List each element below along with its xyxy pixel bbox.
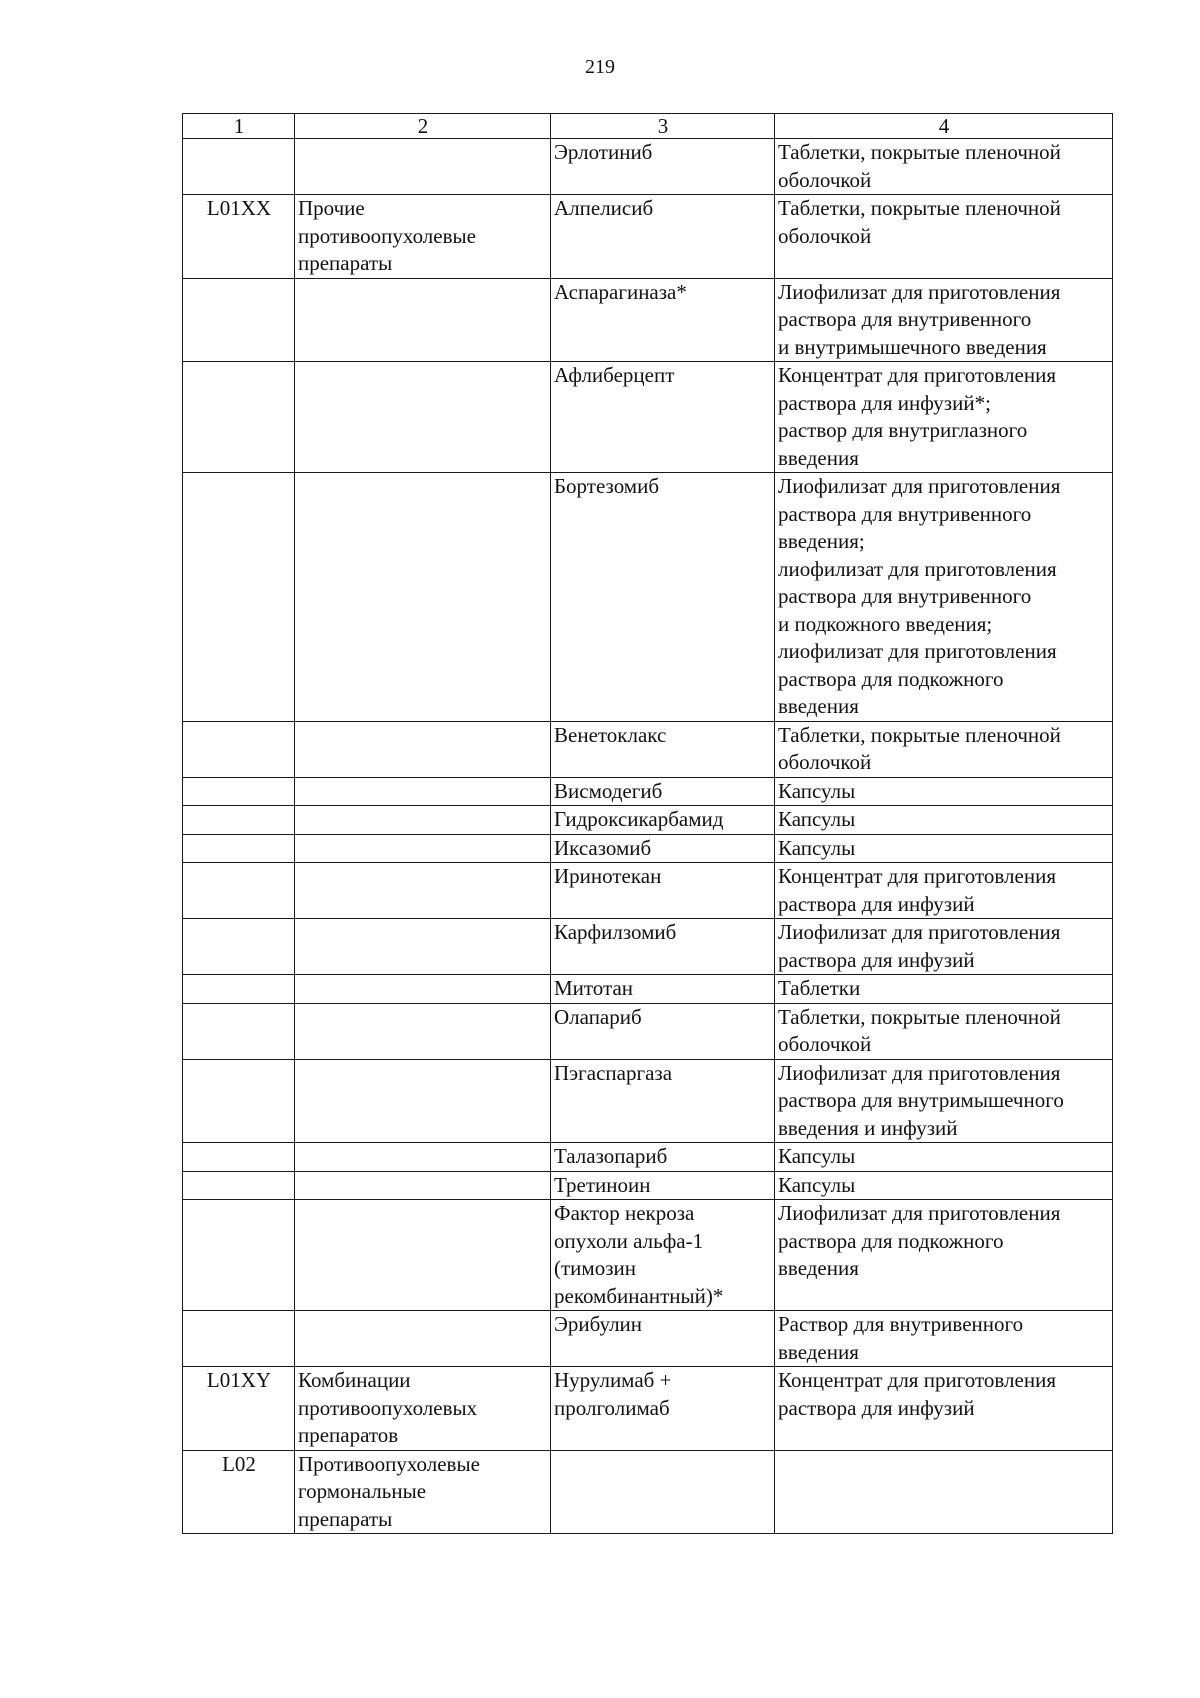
drug-name-cell: Аспарагиназа* — [551, 278, 775, 362]
dosage-form-cell: Лиофилизат для приготовления раствора для внутривенного и внутримышечного введения — [775, 278, 1113, 362]
drug-name-cell — [551, 1450, 775, 1534]
dosage-form-cell: Капсулы — [775, 806, 1113, 835]
atc-group-cell — [295, 1059, 551, 1143]
drug-name-cell: Нурулимаб + пролголимаб — [551, 1367, 775, 1451]
atc-code-cell — [183, 1003, 295, 1059]
table-row — [183, 919, 1113, 975]
dosage-form-cell: Концентрат для приготовления раствора для инфузий — [775, 863, 1113, 919]
dosage-form-cell: Лиофилизат для приготовления раствора для инфузий — [775, 919, 1113, 975]
table-row — [183, 1200, 1113, 1311]
drug-name-cell: Венетоклакс — [551, 721, 775, 777]
atc-group-cell: Прочие противоопухолевые препараты — [295, 195, 551, 279]
header-cell-code: 1 — [183, 114, 295, 139]
table-row — [183, 362, 1113, 473]
atc-code-cell — [183, 863, 295, 919]
atc-group-cell — [295, 863, 551, 919]
atc-group-cell — [295, 975, 551, 1004]
atc-group-cell — [295, 139, 551, 195]
atc-group-cell — [295, 362, 551, 473]
atc-group-cell — [295, 1003, 551, 1059]
drug-table — [182, 113, 1113, 1534]
atc-group-cell — [295, 1171, 551, 1200]
atc-group-cell — [295, 919, 551, 975]
atc-code-cell — [183, 362, 295, 473]
dosage-form-cell: Капсулы — [775, 1171, 1113, 1200]
table-row — [183, 834, 1113, 863]
atc-group-cell — [295, 473, 551, 722]
dosage-form-cell: Капсулы — [775, 1143, 1113, 1172]
atc-code-cell: L01XX — [183, 195, 295, 279]
atc-code-cell — [183, 1311, 295, 1367]
table-row — [183, 1367, 1113, 1451]
table-row — [183, 278, 1113, 362]
dosage-form-cell: Капсулы — [775, 834, 1113, 863]
atc-code-cell — [183, 777, 295, 806]
atc-group-cell — [295, 1200, 551, 1311]
drug-name-cell: Иринотекан — [551, 863, 775, 919]
atc-code-cell — [183, 139, 295, 195]
table-row — [183, 975, 1113, 1004]
table-row — [183, 473, 1113, 722]
atc-code-cell — [183, 919, 295, 975]
dosage-form-cell — [775, 1450, 1113, 1534]
table-row — [183, 1311, 1113, 1367]
drug-name-cell: Иксазомиб — [551, 834, 775, 863]
dosage-form-cell: Таблетки, покрытые пленочной оболочкой — [775, 1003, 1113, 1059]
header-cell-group: 2 — [295, 114, 551, 139]
drug-name-cell: Гидроксикарбамид — [551, 806, 775, 835]
table-row — [183, 721, 1113, 777]
dosage-form-cell: Таблетки — [775, 975, 1113, 1004]
atc-group-cell: Комбинации противоопухолевых препаратов — [295, 1367, 551, 1451]
table-row — [183, 777, 1113, 806]
atc-code-cell: L02 — [183, 1450, 295, 1534]
dosage-form-cell: Концентрат для приготовления раствора для инфузий — [775, 1367, 1113, 1451]
table-row — [183, 1059, 1113, 1143]
drug-name-cell: Бортезомиб — [551, 473, 775, 722]
dosage-form-cell: Раствор для внутривенного введения — [775, 1311, 1113, 1367]
drug-name-cell: Эрибулин — [551, 1311, 775, 1367]
table-row — [183, 806, 1113, 835]
atc-group-cell — [295, 777, 551, 806]
table-row — [183, 139, 1113, 195]
dosage-form-cell: Концентрат для приготовления раствора для инфузий*; раствор для внутриглазного введения — [775, 362, 1113, 473]
atc-code-cell — [183, 1143, 295, 1172]
atc-code-cell — [183, 278, 295, 362]
atc-code-cell — [183, 1059, 295, 1143]
atc-code-cell — [183, 1171, 295, 1200]
dosage-form-cell: Лиофилизат для приготовления раствора для подкожного введения — [775, 1200, 1113, 1311]
dosage-form-cell: Лиофилизат для приготовления раствора для внутримышечного введения и инфузий — [775, 1059, 1113, 1143]
table-row — [183, 1450, 1113, 1534]
table-row — [183, 863, 1113, 919]
drug-name-cell: Митотан — [551, 975, 775, 1004]
atc-group-cell — [295, 806, 551, 835]
dosage-form-cell: Капсулы — [775, 777, 1113, 806]
drug-name-cell: Фактор некроза опухоли альфа-1 (тимозин рекомбинантный)* — [551, 1200, 775, 1311]
table-header-row — [183, 114, 1113, 139]
atc-group-cell — [295, 1311, 551, 1367]
dosage-form-cell: Таблетки, покрытые пленочной оболочкой — [775, 721, 1113, 777]
atc-group-cell: Противоопухолевые гормональные препараты — [295, 1450, 551, 1534]
atc-code-cell: L01XY — [183, 1367, 295, 1451]
dosage-form-cell: Таблетки, покрытые пленочной оболочкой — [775, 139, 1113, 195]
drug-name-cell: Афлиберцепт — [551, 362, 775, 473]
drug-name-cell: Пэгаспаргаза — [551, 1059, 775, 1143]
drug-name-cell: Олапариб — [551, 1003, 775, 1059]
page-number: 219 — [585, 56, 615, 78]
atc-group-cell — [295, 1143, 551, 1172]
atc-group-cell — [295, 834, 551, 863]
drug-name-cell: Третиноин — [551, 1171, 775, 1200]
drug-name-cell: Алпелисиб — [551, 195, 775, 279]
table-row — [183, 1171, 1113, 1200]
header-cell-form: 4 — [775, 114, 1113, 139]
table-row — [183, 195, 1113, 279]
atc-group-cell — [295, 721, 551, 777]
atc-code-cell — [183, 806, 295, 835]
drug-name-cell: Эрлотиниб — [551, 139, 775, 195]
drug-name-cell: Висмодегиб — [551, 777, 775, 806]
atc-code-cell — [183, 1200, 295, 1311]
atc-group-cell — [295, 278, 551, 362]
atc-code-cell — [183, 975, 295, 1004]
table-body — [183, 114, 1113, 1534]
drug-name-cell: Талазопариб — [551, 1143, 775, 1172]
atc-code-cell — [183, 834, 295, 863]
dosage-form-cell: Лиофилизат для приготовления раствора для внутривенного введения; лиофилизат для приготовления раствора для внутривенного и подкожного введения; лиофилизат для приготовления раствора для подкожного введения — [775, 473, 1113, 722]
atc-code-cell — [183, 473, 295, 722]
header-cell-drug: 3 — [551, 114, 775, 139]
table-row — [183, 1003, 1113, 1059]
atc-code-cell — [183, 721, 295, 777]
drug-name-cell: Карфилзомиб — [551, 919, 775, 975]
dosage-form-cell: Таблетки, покрытые пленочной оболочкой — [775, 195, 1113, 279]
table-row — [183, 1143, 1113, 1172]
